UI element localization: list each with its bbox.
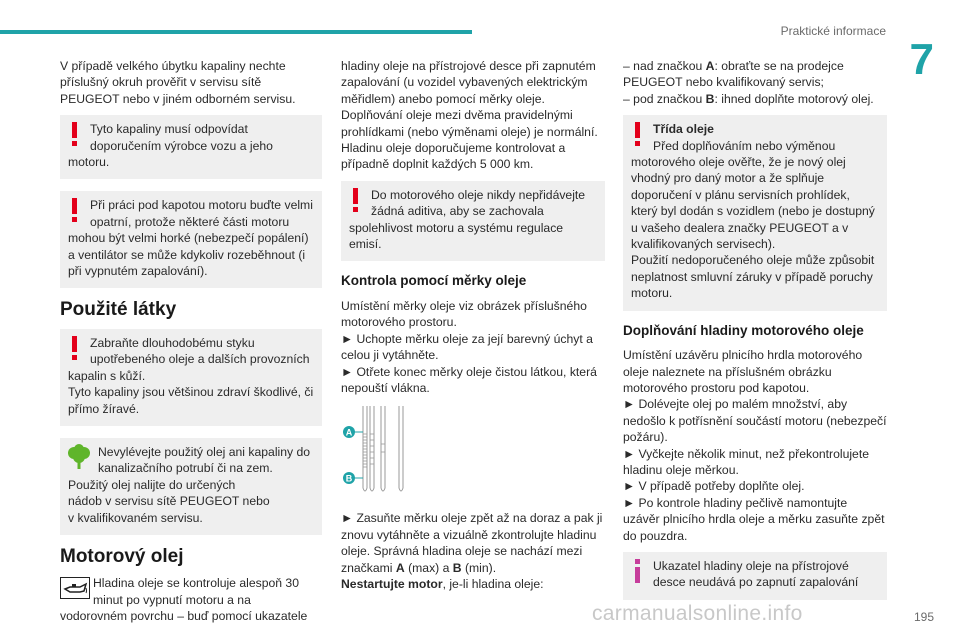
intro-paragraph: V případě velkého úbytku kapaliny nechte příslušný okruh prověřit v servisu sítě PEUGEOT nebo v jiném odborném servisu.: [60, 59, 296, 106]
oil-check-text-cont: vodorovném povrchu – buď pomocí ukazatele: [60, 609, 308, 624]
warning-exclamation-icon: [68, 335, 82, 361]
heading-refill: Doplňování hladiny motorového oleje: [623, 322, 864, 338]
warning-box-hot-engine: [60, 191, 322, 288]
eco-text-cont-2: nádob v servisu sítě PEUGEOT nebo: [68, 494, 270, 509]
warning-text: Do motorového oleje nikdy nepřidávejte žádná aditiva, aby se zachovala: [371, 187, 586, 219]
warning-text-cont: spolehlivost motoru a systému regulace emisí.: [349, 220, 564, 252]
warning-exclamation-icon: [68, 197, 82, 223]
warning-exclamation-icon: [631, 121, 645, 147]
oil-class-title: Třída oleje: [653, 122, 714, 137]
dipstick-step-3: ► Otřete konec měrky oleje čistou látkou, která nepouští vlákna.: [341, 364, 597, 395]
above-mark-a: – nad značkou A: obraťte se na prodejce PEUGEOT nebo kvalifikovaný servis;: [623, 59, 844, 90]
heading-dipstick-check: Kontrola pomocí měrky oleje: [341, 273, 527, 289]
gauge-paragraph: hladiny oleje na přístrojové desce při zapnutém zapalování (u vozidel vybavených elektrickým měřidlem) anebo pomocí měrky oleje.: [341, 59, 596, 106]
refill-step-5: ► Po kontrole hladiny pečlivě namontujte uzávěr plnicího hrdla oleje a měrku zasuňte zpět do pouzdra.: [623, 495, 885, 543]
refill-step-1: Umístění uzávěru plnicího hrdla motorového oleje naleznete na příslušném obrázku motorového prostoru pod kapotou.: [623, 348, 863, 395]
topup-paragraph: Doplňování oleje mezi dvěma pravidelnými prohlídkami (nebo výměnami oleje) je normální. Hladinu oleje doporučujeme kontrolovat a případně doplnit každých 5 000 km.: [341, 108, 598, 172]
heading-used-substances: Použité látky: [60, 299, 177, 321]
refill-step-2: ► Dolévejte olej po malém množství, aby nedošlo k potřísnění součástí motoru (nebezpečí požáru).: [623, 397, 887, 445]
warning-text-cont: mohou být velmi horké (nebezpečí popálení) a ventilátor se může kdykoliv rozeběhnout (i při vypnutém zapalování).: [68, 231, 309, 279]
section-title: Praktické informace: [780, 24, 886, 38]
watermark: carmanualsonline.info: [592, 602, 803, 625]
tree-eco-icon: [66, 444, 92, 470]
warning-box-fluids: [60, 115, 322, 179]
oil-check-intro: [60, 575, 322, 624]
warning-text: Zabraňte dlouhodobému styku upotřebeného oleje a dalších provozních: [90, 335, 310, 367]
below-mark-b: – pod značkou B: ihned doplňte motorový olej.: [623, 91, 874, 106]
page-number: 195: [913, 610, 934, 624]
oil-class-text: Před doplňováním nebo výměnou: [653, 138, 836, 153]
marker-b-label: B: [345, 473, 353, 484]
column-1: [60, 58, 322, 625]
warning-text: Při práci pod kapotou motoru buďte velmi opatrní, protože některé části motoru: [90, 198, 313, 229]
dipstick-illustration: [341, 404, 421, 500]
eco-text-cont: Použitý olej nalijte do určených: [68, 477, 236, 492]
warning-text: Tyto kapaliny musí odpovídat doporučením výrobce vozu a jeho: [90, 122, 273, 153]
dipstick-figure: [341, 404, 605, 500]
oil-check-text: Hladina oleje se kontroluje alespoň 30 minut po vypnutí motoru a na: [93, 576, 299, 607]
chapter-number: 7: [909, 35, 934, 84]
warning-text-cont: kapalin s kůží.: [68, 368, 146, 383]
column-2: [341, 58, 605, 600]
warning-exclamation-icon: [349, 187, 363, 213]
warning-text-cont-2: Tyto kapaliny jsou většinou zdraví škodlivé, či přímo žíravé.: [68, 385, 314, 416]
refill-step-4: ► V případě potřeby doplňte olej.: [623, 479, 805, 494]
info-box-gauge: [623, 552, 887, 600]
eco-text: Nevylévejte použitý olej ani kapaliny do kanalizačního potrubí či na zem.: [98, 444, 311, 476]
warning-exclamation-icon: [68, 121, 82, 147]
refill-step-3: ► Vyčkejte několik minut, než překontrolujete hladinu oleje měrkou.: [623, 446, 869, 477]
dipstick-step-2: ► Uchopte měrku oleje za její barevný úchyt a celou ji vytáhněte.: [341, 331, 593, 363]
warning-box-oil-class: [623, 115, 887, 310]
marker-a-label: A: [345, 427, 353, 438]
heading-engine-oil: Motorový olej: [60, 545, 184, 567]
oil-can-icon: [60, 577, 90, 599]
warning-box-skin-contact: [60, 329, 322, 426]
dipstick-step-1: Umístění měrky oleje viz obrázek příslušného motorového prostoru.: [341, 298, 587, 330]
dipstick-reinsert: ► Zasuňte měrku oleje zpět až na doraz a pak ji znovu vytáhněte a vizuálně zkontrolujte hladinu oleje. Správná hladina oleje se nachází mezi značkami A (max) a B (min).: [341, 511, 603, 575]
column-3: [623, 58, 887, 612]
oil-class-text-cont-2: Použití nedoporučeného oleje může způsobit neplatnost smluvní záruky v případě poruchy motoru.: [631, 253, 875, 301]
header-accent-bar: [0, 30, 472, 34]
do-not-start: Nestartujte motor, je-li hladina oleje:: [341, 576, 544, 591]
oil-class-text-cont: motorového oleje ověřte, že je nový olej vhodný pro daný motor a že splňuje doporučení v plánu servisních prohlídek, který byl dodán s vozidlem (nebo je dostupný u vašeho dealera značky PEUGEOT a v kvalifikovaných servisech).: [631, 155, 875, 252]
warning-text-cont: motoru.: [68, 155, 110, 170]
info-i-icon: [631, 558, 645, 584]
warning-box-additives: [341, 181, 605, 262]
eco-box-disposal: [60, 438, 322, 535]
info-text: Ukazatel hladiny oleje na přístrojové desce neudává po zapnutí zapalování: [653, 558, 859, 590]
eco-text-cont-3: v kvalifikovaném servisu.: [68, 510, 203, 525]
